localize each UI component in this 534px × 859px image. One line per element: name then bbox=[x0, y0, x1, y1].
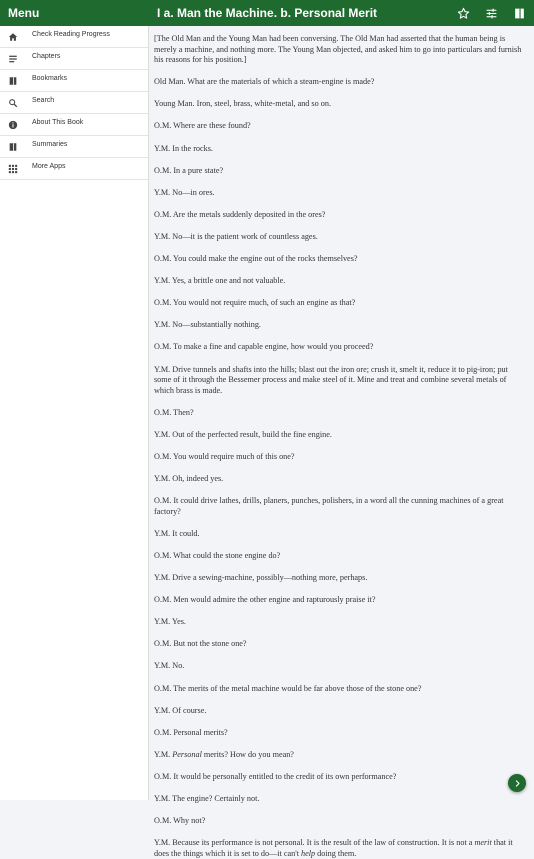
paragraph-text: Y.M. bbox=[154, 749, 173, 759]
dialogue-paragraph bbox=[154, 551, 526, 562]
paragraph-text: O.M. What could the stone engine do? bbox=[154, 550, 281, 560]
dialogue-paragraph bbox=[154, 794, 526, 805]
search-icon bbox=[7, 97, 18, 108]
dialogue-paragraph bbox=[154, 342, 526, 353]
dialogue-paragraph bbox=[154, 617, 526, 628]
paragraph-text: O.M. The merits of the metal machine would be far above those of the stone one? bbox=[154, 683, 422, 693]
dialogue-paragraph bbox=[154, 816, 526, 827]
dialogue-paragraph bbox=[154, 77, 526, 88]
dialogue-paragraph bbox=[154, 254, 526, 265]
paragraph-text: Y.M. Drive tunnels and shafts into the hills; blast out the iron ore; crush it, smelt it, reduce it to pig-iron; put some of it through the Bessemer process and make steel of it. Mine and treat and combine several metals of which brass is made. bbox=[154, 364, 508, 395]
paragraph-text: Y.M. No—it is the patient work of countless ages. bbox=[154, 231, 318, 241]
sidebar-item-more-apps[interactable] bbox=[0, 158, 148, 180]
reading-pane[interactable] bbox=[149, 26, 534, 858]
paragraph-text: Y.M. No—substantially nothing. bbox=[154, 320, 261, 330]
dialogue-paragraph bbox=[154, 430, 526, 441]
paragraph-text: Y.M. Of course. bbox=[154, 705, 207, 715]
sidebar-item-check-reading-progress[interactable] bbox=[0, 26, 148, 48]
dialogue-paragraph bbox=[154, 99, 526, 110]
paragraph-text: Y.M. Yes. bbox=[154, 617, 186, 627]
paragraph-text: Y.M. In the rocks. bbox=[154, 143, 213, 153]
sidebar-item-about-this-book[interactable] bbox=[0, 114, 148, 136]
emphasis-text: Personal bbox=[172, 749, 202, 759]
paragraph-text: Y.M. Drive a sewing-machine, possibly—nothing more, perhaps. bbox=[154, 573, 368, 583]
paragraph-text: O.M. Why not? bbox=[154, 816, 206, 826]
dialogue-paragraph bbox=[154, 166, 526, 177]
chapter-title: I a. Man the Machine. b. Personal Merit bbox=[157, 6, 378, 20]
dialogue-paragraph bbox=[154, 276, 526, 287]
dialogue-paragraph bbox=[154, 595, 526, 606]
paragraph-text: O.M. You would require much of this one? bbox=[154, 451, 295, 461]
dialogue-paragraph bbox=[154, 232, 526, 243]
dialogue-paragraph bbox=[154, 772, 526, 783]
sidebar-item-label: Bookmarks bbox=[32, 75, 68, 82]
paragraph-text: Y.M. Yes, a brittle one and not valuable. bbox=[154, 276, 286, 286]
dialogue-paragraph bbox=[154, 706, 526, 717]
book-icon[interactable] bbox=[510, 4, 528, 22]
dialogue-paragraph bbox=[154, 298, 526, 309]
paragraph-text: [The Old Man and the Young Man had been conversing. The Old Man had asserted that the human being is merely a machine, and nothing more. The Young Man objected, and asked him to go into particulars and furnish his reasons for his position.] bbox=[154, 34, 522, 65]
header-actions bbox=[454, 4, 528, 22]
dialogue-paragraph bbox=[154, 639, 526, 650]
paragraph-text: Y.M. No. bbox=[154, 661, 185, 671]
book-icon bbox=[7, 141, 18, 152]
sidebar-item-label: More Apps bbox=[32, 163, 66, 170]
paragraph-text: O.M. Then? bbox=[154, 407, 194, 417]
dialogue-paragraph bbox=[154, 529, 526, 540]
menu-title: Menu bbox=[8, 6, 40, 20]
paragraph-text: O.M. Where are these found? bbox=[154, 121, 251, 131]
paragraph-text: Y.M. Because its performance is not personal. It is the result of the law of construction. It is not a bbox=[154, 838, 475, 848]
sidebar-item-label: Search bbox=[32, 97, 55, 104]
chapter-text bbox=[149, 26, 534, 859]
paragraph-text: Y.M. No—in ores. bbox=[154, 187, 215, 197]
dialogue-paragraph bbox=[154, 496, 526, 517]
paragraph-text: O.M. Personal merits? bbox=[154, 727, 228, 737]
chevron-right-icon bbox=[513, 779, 522, 788]
paragraph-text: O.M. It could drive lathes, drills, planers, punches, polishers, in a word all the cunning machines of a great factory? bbox=[154, 496, 504, 516]
dialogue-paragraph bbox=[154, 408, 526, 419]
dialogue-paragraph bbox=[154, 573, 526, 584]
paragraph-text: O.M. It would be personally entitled to the credit of its own performance? bbox=[154, 771, 397, 781]
dialogue-paragraph bbox=[154, 144, 526, 155]
info-icon bbox=[7, 119, 18, 130]
paragraph-text: that it does the things which it is set to do—it can't bbox=[154, 838, 513, 858]
dialogue-paragraph bbox=[154, 210, 526, 221]
paragraph-text: Y.M. Oh, indeed yes. bbox=[154, 474, 224, 484]
grid-icon bbox=[7, 163, 18, 174]
book-icon bbox=[7, 75, 18, 86]
dialogue-paragraph bbox=[154, 661, 526, 672]
dialogue-paragraph bbox=[154, 728, 526, 739]
settings-sliders-icon[interactable] bbox=[482, 4, 500, 22]
dialogue-paragraph bbox=[154, 452, 526, 463]
list-icon bbox=[7, 53, 18, 64]
star-outline-icon[interactable] bbox=[454, 4, 472, 22]
dialogue-paragraph bbox=[154, 474, 526, 485]
paragraph-text: doing them. bbox=[315, 848, 357, 858]
sidebar-item-label: Summaries bbox=[32, 141, 68, 148]
dialogue-paragraph bbox=[154, 750, 526, 761]
emphasis-text: help bbox=[301, 848, 316, 858]
paragraph-text: merits? How do you mean? bbox=[201, 749, 294, 759]
paragraph-text: O.M. You could make the engine out of the rocks themselves? bbox=[154, 254, 358, 264]
dialogue-paragraph bbox=[154, 121, 526, 132]
dialogue-paragraph bbox=[154, 365, 526, 397]
paragraph-text: O.M. But not the stone one? bbox=[154, 639, 247, 649]
dialogue-paragraph bbox=[154, 320, 526, 331]
paragraph-text: Old Man. What are the materials of which a steam-engine is made? bbox=[154, 77, 375, 87]
emphasis-text: merit bbox=[474, 838, 492, 848]
next-chapter-button[interactable] bbox=[508, 774, 526, 792]
paragraph-text: Young Man. Iron, steel, brass, white-metal, and so on. bbox=[154, 99, 331, 109]
paragraph-text: O.M. In a pure state? bbox=[154, 165, 224, 175]
paragraph-text: O.M. To make a fine and capable engine, how would you proceed? bbox=[154, 342, 374, 352]
home-icon bbox=[7, 31, 18, 42]
sidebar-item-chapters[interactable] bbox=[0, 48, 148, 70]
sidebar-item-label: About This Book bbox=[32, 119, 84, 126]
sidebar-item-search[interactable] bbox=[0, 92, 148, 114]
dialogue-paragraph bbox=[154, 34, 526, 66]
app-header bbox=[0, 0, 534, 26]
paragraph-text: O.M. You would not require much, of such an engine as that? bbox=[154, 298, 356, 308]
paragraph-text: Y.M. The engine? Certainly not. bbox=[154, 793, 260, 803]
dialogue-paragraph bbox=[154, 838, 526, 859]
sidebar-item-bookmarks[interactable] bbox=[0, 70, 148, 92]
paragraph-text: Y.M. It could. bbox=[154, 528, 200, 538]
paragraph-text: O.M. Men would admire the other engine and rapturously praise it? bbox=[154, 595, 376, 605]
paragraph-text: Y.M. Out of the perfected result, build the fine engine. bbox=[154, 429, 332, 439]
paragraph-text: O.M. Are the metals suddenly deposited in the ores? bbox=[154, 209, 326, 219]
sidebar-item-label: Chapters bbox=[32, 53, 61, 60]
dialogue-paragraph bbox=[154, 188, 526, 199]
sidebar-item-summaries[interactable] bbox=[0, 136, 148, 158]
sidebar-item-label: Check Reading Progress bbox=[32, 31, 110, 38]
sidebar bbox=[0, 26, 149, 800]
dialogue-paragraph bbox=[154, 684, 526, 695]
